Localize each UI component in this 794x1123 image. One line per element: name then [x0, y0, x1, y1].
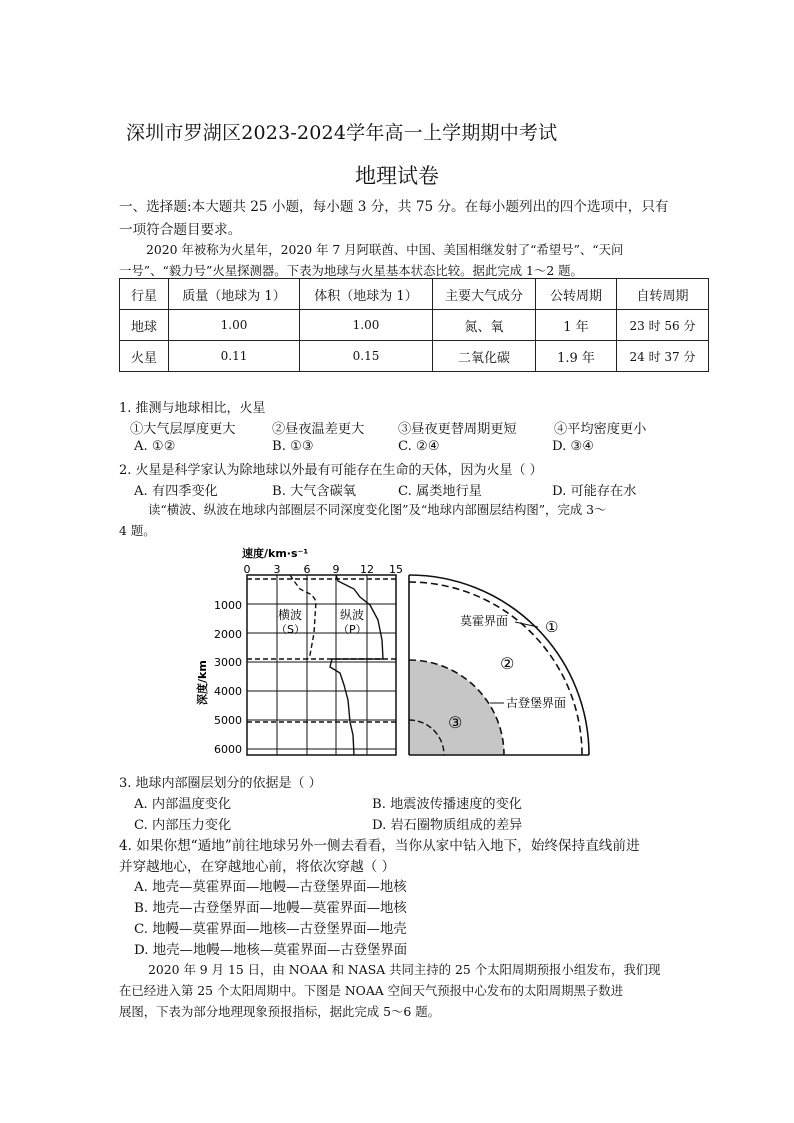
q3-options-row-1 — [134, 793, 734, 811]
s-wave-sub-label: （S） — [276, 623, 305, 636]
speed-tick: 12 — [360, 563, 374, 576]
p-wave-sub-label: （P） — [338, 623, 367, 636]
table-header-row — [120, 279, 709, 310]
table-header-cell: 公转周期 — [536, 279, 617, 310]
table-cell: 氮、氧 — [433, 310, 536, 341]
q2-option: C. 属类地行星 — [398, 484, 482, 499]
depth-tick: 1000 — [214, 599, 242, 612]
passage1-line-2: 一号”、“毅力号”火星探测器。下表为地球与火星基本状态比较。据此完成 1～2 题。 — [119, 263, 583, 278]
moho-label: 莫霍界面 — [460, 614, 509, 628]
table-cell: 1.00 — [169, 310, 300, 341]
table-cell: 0.15 — [300, 341, 433, 372]
q3-option: B. 地震波传播速度的变化 — [372, 797, 522, 812]
q1-statement: ②昼夜温差更大 — [272, 422, 365, 437]
table-cell: 地球 — [120, 310, 169, 341]
wave-chart-grid — [247, 575, 396, 755]
q4-option: D. 地壳—地幔—地核—莫霍界面—古登堡界面 — [134, 943, 408, 958]
discontinuity-lines — [247, 579, 396, 722]
depth-tick: 4000 — [214, 685, 242, 698]
q4-option: A. 地壳—莫霍界面—地幔—古登堡界面—地核 — [134, 880, 407, 895]
table-header-cell: 主要大气成分 — [433, 279, 536, 310]
passage2-line-2: 4 题。 — [119, 523, 156, 538]
depth-tick: 3000 — [214, 656, 242, 669]
table-header-cell: 质量（地球为 1） — [169, 279, 300, 310]
moho-leader-line — [515, 622, 538, 627]
q3-option: D. 岩石圈物质组成的差异 — [372, 818, 523, 833]
q1-options — [134, 439, 734, 457]
speed-tick: 6 — [303, 563, 311, 576]
passage2-line-1: 读“横波、纵波在地球内部圈层不同深度变化图”及“地球内部圈层结构图”，完成 3～ — [148, 502, 607, 517]
layer-1-marker: ① — [545, 618, 559, 636]
q1-option: C. ②④ — [398, 439, 440, 454]
speed-tick: 3 — [273, 563, 281, 576]
layer-2-marker: ② — [500, 654, 515, 673]
speed-tick: 15 — [389, 563, 403, 576]
table-cell: 二氧化碳 — [433, 341, 536, 372]
q2-option: B. 大气含碳氧 — [272, 484, 357, 499]
layer-3-marker: ③ — [448, 713, 463, 732]
q2-options — [134, 480, 734, 498]
q4-option: C. 地幔—莫霍界面—地核—古登堡界面—地壳 — [134, 922, 407, 937]
planet-comparison-table — [119, 278, 709, 372]
q3-stem: 3. 地球内部圈层划分的依据是（ ） — [119, 776, 322, 791]
table-cell: 0.11 — [169, 341, 300, 372]
q1-statement: ④平均密度更小 — [554, 422, 647, 437]
q1-statement: ③昼夜更替周期更短 — [398, 422, 517, 437]
q3-options-row-2 — [134, 814, 734, 832]
q3-option: C. 内部压力变化 — [134, 818, 232, 833]
q1-statements — [130, 418, 730, 436]
passage3-line-1: 2020 年 9 月 15 日，由 NOAA 和 NASA 共同主持的 25 个太阳周期预报小组发布，我们现 — [148, 962, 661, 977]
p-wave-curve — [330, 575, 383, 755]
table-cell: 24 时 37 分 — [617, 341, 709, 372]
exam-title: 深圳市罗湖区2023-2024学年高一上学期期中考试 — [126, 122, 558, 144]
speed-tick: 9 — [332, 563, 340, 576]
q2-stem: 2. 火星是科学家认为除地球以外最有可能存在生命的天体，因为火星（ ） — [119, 463, 543, 478]
q1-option: A. ①② — [134, 439, 176, 454]
passage1-line-1: 2020 年被称为火星年，2020 年 7 月阿联酋、中国、美国相继发射了“希望号”、“天问 — [146, 242, 624, 257]
table-row — [120, 341, 709, 372]
depth-tick: 6000 — [214, 743, 242, 756]
table-cell: 1 年 — [536, 310, 617, 341]
q2-option: D. 可能存在水 — [552, 484, 637, 499]
p-wave-label: 纵波 — [340, 608, 365, 622]
table-cell: 1.9 年 — [536, 341, 617, 372]
seismic-wave-figure — [190, 545, 610, 760]
q3-option: A. 内部温度变化 — [134, 797, 232, 812]
table-header-cell: 行星 — [120, 279, 169, 310]
table-cell: 1.00 — [300, 310, 433, 341]
speed-axis-label: 速度/km·s⁻¹ — [242, 547, 309, 560]
table-cell: 火星 — [120, 341, 169, 372]
q1-statement: ①大气层厚度更大 — [130, 422, 236, 437]
depth-axis-label: 深度/km — [196, 660, 209, 705]
table-header-cell: 自转周期 — [617, 279, 709, 310]
passage3-line-2: 在已经进入第 25 个太阳周期中。下图是 NOAA 空间天气预报中心发布的太阳周期黑子数进 — [119, 983, 624, 998]
section-heading-line-2: 一项符合题目要求。 — [119, 222, 242, 238]
table-header-cell: 体积（地球为 1） — [300, 279, 433, 310]
q1-option: D. ③④ — [552, 439, 595, 454]
table-row — [120, 310, 709, 341]
q1-stem: 1. 推测与地球相比，火星 — [119, 401, 266, 416]
table-cell: 23 时 56 分 — [617, 310, 709, 341]
earth-core-fill — [409, 660, 504, 755]
depth-tick: 5000 — [214, 714, 242, 727]
speed-tick: 0 — [243, 563, 251, 576]
q1-option: B. ①③ — [272, 439, 314, 454]
passage3-line-3: 展图，下表为部分地理现象预报指标，据此完成 5～6 题。 — [119, 1004, 441, 1019]
q4-option: B. 地壳—古登堡界面—地幔—莫霍界面—地核 — [134, 901, 407, 916]
gutenberg-label: 古登堡界面 — [506, 696, 567, 710]
exam-subtitle: 地理试卷 — [355, 164, 439, 188]
q2-option: A. 有四季变化 — [134, 484, 218, 499]
section-heading-line-1: 一、选择题:本大题共 25 小题，每小题 3 分，共 75 分。在每小题列出的四个选项中，只有 — [119, 199, 669, 215]
depth-tick: 2000 — [214, 628, 242, 641]
q4-stem-line-1: 4. 如果你想“遁地”前往地球另外一侧去看看，当你从家中钻入地下，始终保持直线前进 — [119, 838, 640, 854]
q4-stem-line-2: 并穿越地心，在穿越地心前，将依次穿越（ ） — [119, 859, 396, 875]
s-wave-label: 横波 — [278, 608, 303, 622]
